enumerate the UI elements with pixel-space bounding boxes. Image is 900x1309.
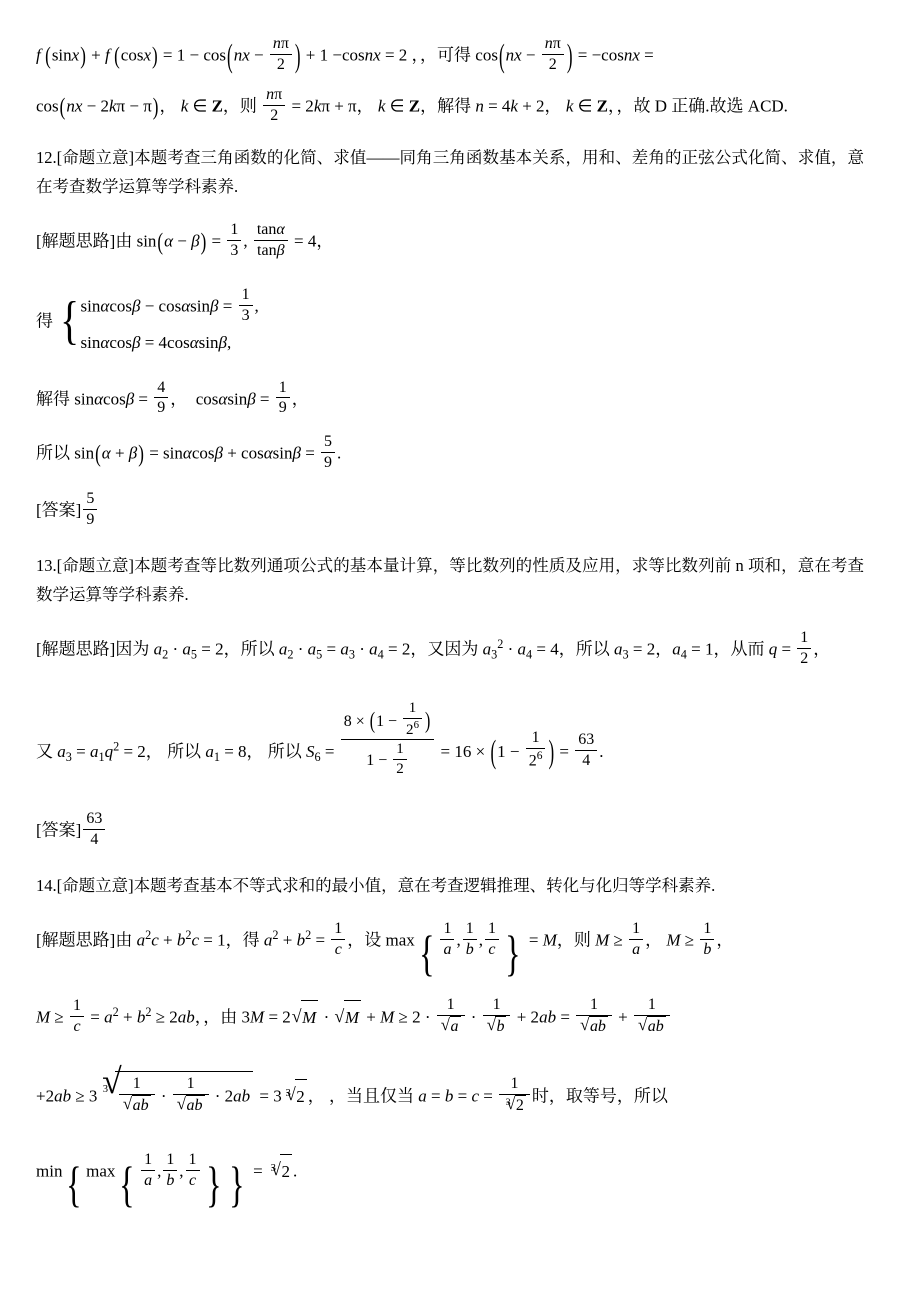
- problem-14-solution-lead: 由: [115, 930, 133, 950]
- problem-12-solution-line-2: 解得 sinαcosβ = $\frac{4}{9}$ ， cosαsinβ = $\frac{1}{9}$ ，: [36, 378, 309, 417]
- problem-13-intent-text: 本题考查等比数列通项公式的基本量计算，等比数列的性质及应用，求等比数列前 n 项和，意在考查数学运算等学科素养.: [36, 556, 865, 605]
- problem-12-answer-num: 5: [83, 489, 97, 510]
- problem-14-number: 14.: [36, 875, 57, 895]
- problem-13-number: 13.: [36, 556, 57, 576]
- problem-13-answer: [36, 809, 864, 850]
- problem-12-answer-label: [答案]: [36, 501, 82, 521]
- problem-12-intent: [36, 144, 864, 202]
- p13-t6: 所以: [167, 742, 202, 762]
- problem-13-solution-label: [解题思路]: [36, 639, 116, 659]
- math-line-top-2: cos(nx − 2kπ − π)， k ∈ Z，则 $\frac{n\pi}{2}$ = 2kπ + π， k ∈ Z，解得 n = 4k + 2， k ∈ Z，，故 D 正确.故选 ACD.: [36, 85, 788, 124]
- problem-13-answer-den: 4: [90, 830, 99, 848]
- problem-13-intent-label: [命题立意]: [56, 556, 135, 576]
- problem-14-intent: [36, 872, 864, 901]
- p13-t3: 所以: [575, 639, 610, 659]
- problem-14-solution-line-3: +2ab ≥ 3 $^3$ √ 1 √ ab · 1 √ ab · 2ab = 3 $^3$ √ 2 ， ，当且仅当 a = b = c = $\frac{1}{^3 √ 2}$ 时，取等号，所以: [36, 1071, 864, 1116]
- problem-12-solution-lead: 由: [115, 231, 133, 251]
- text-tail-top: ，故 D 正确.故选 ACD.: [616, 96, 788, 116]
- problem-13-answer-num: 63: [83, 809, 105, 830]
- problem-12-number: 12.: [36, 147, 57, 167]
- problem-13-solution-line-2: 又 $a_3 = a_1q^2 = 2$， 所以 $a_1 = 8$， 所以 $S_6$ = 8 × (1 − $\frac{1}{2^6}$ ) 1 − $\frac{1}{2}$ = 16 × (1 − $\frac{1}{2^6}$ ) = $\frac{63}{4}$ .: [36, 700, 604, 778]
- p13-t4: 从而: [730, 639, 765, 659]
- problem-14-intent-label: [命题立意]: [56, 875, 134, 895]
- problem-13-solution-lead: 因为: [115, 639, 150, 659]
- problem-12-system: 得 { sinαcosβ − cosαsinβ = $\frac{1}{3}$ , sinαcosβ = 4cosαsinβ,: [36, 285, 259, 352]
- problem-13-answer-label: [答案]: [36, 820, 82, 840]
- p14-t4: ，由: [203, 1007, 238, 1027]
- p14-t6: 时，取等号，所以: [531, 1086, 668, 1106]
- p13-t7: 所以: [267, 742, 302, 762]
- problem-13-intent: [36, 552, 864, 610]
- problem-14-intent-text: 本题考查基本不等式求和的最小值，意在考查逻辑推理、转化与化归等学科素养.: [133, 875, 716, 895]
- p13-t1: 所以: [240, 639, 275, 659]
- math-line-top-1: f (sinx) + f (cosx) = 1 − cos(nx − $\frac{n\pi}{2}$ ) + 1 −cosnx = 2 ，，可得 cos(nx − $\frac{n\pi}{2}$ ) = −cosnx =: [36, 35, 654, 74]
- problem-13-solution-line-1: [解题思路]因为 $a_2 \cdot a_5 = 2$，所以 $a_2 \cdot a_5 = a_3 \cdot a_4 = 2$，又因为 $a_3^2 \cdot a_4 = 4$，所以 $a_3 = 2$，$a_4 = 1$，从而 q = $\frac{1}{2}$ ，: [36, 629, 831, 668]
- problem-12-answer: [36, 489, 864, 530]
- problem-12-intent-text: 本题考查三角函数的化简、求值——同角三角函数基本关系，用和、差角的正弦公式化简、求值，意在考查数学运算等学科素养.: [36, 147, 864, 196]
- problem-12-solution-label: [解题思路]: [36, 231, 116, 251]
- problem-12-jiede-label: 解得: [36, 389, 70, 409]
- problem-12-suoyi-label: 所以: [36, 444, 70, 464]
- p14-t2: ，设: [347, 930, 382, 950]
- p14-t1: ，得: [225, 930, 260, 950]
- problem-14-solution-label: [解题思路]: [36, 930, 116, 950]
- problem-12-solution-line-3: 所以 sin(α + β) = sinαcosβ + cosαsinβ = $\frac{5}{9}$ .: [36, 433, 342, 472]
- text-keduo: ，可得: [420, 45, 472, 65]
- problem-14-solution-line-4: min{ max{ $\frac{1}{a}$ , $\frac{1}{b}$ , $\frac{1}{c}$ } } = $^3$ √ 2 .: [36, 1150, 864, 1196]
- system-brace: {: [60, 292, 80, 351]
- p14-t5: ，当且仅当: [329, 1086, 415, 1106]
- problem-12-solution-line-1: [解题思路]由 sin(α − β) = $\frac{1}{3}$ , $\frac{\tan\alpha}{\tan\beta}$ = 4，: [36, 220, 334, 259]
- problem-12-answer-den: 9: [86, 511, 95, 529]
- problem-12-intent-label: [命题立意]: [56, 147, 135, 167]
- p13-t5: 又: [36, 742, 53, 762]
- problem-12-de-label: 得: [36, 310, 53, 330]
- p13-t2: 又因为: [427, 639, 479, 659]
- problem-14-solution-line-2: M ≥ $\frac{1}{c}$ = $a^2 + b^2 \ge 2ab$，，由 3M = 2 √ M · √ M + M ≥ 2 · 1 √ a · 1 √ b + 2ab = 1 √ ab + 1 √ ab: [36, 995, 864, 1037]
- problem-14-solution-line-1: [解题思路]由 $a^2c + b^2c = 1$，得 $a^2 + b^2$ = $\frac{1}{c}$ ，设 max{ $\frac{1}{a}$ , $\frac{1}{b}$ , $\frac{1}{c}$ } = M，则 M ≥ $\frac{1}{a}$ ， M ≥ $\frac{1}{b}$ ，: [36, 919, 734, 982]
- p14-t3: ，则: [556, 930, 591, 950]
